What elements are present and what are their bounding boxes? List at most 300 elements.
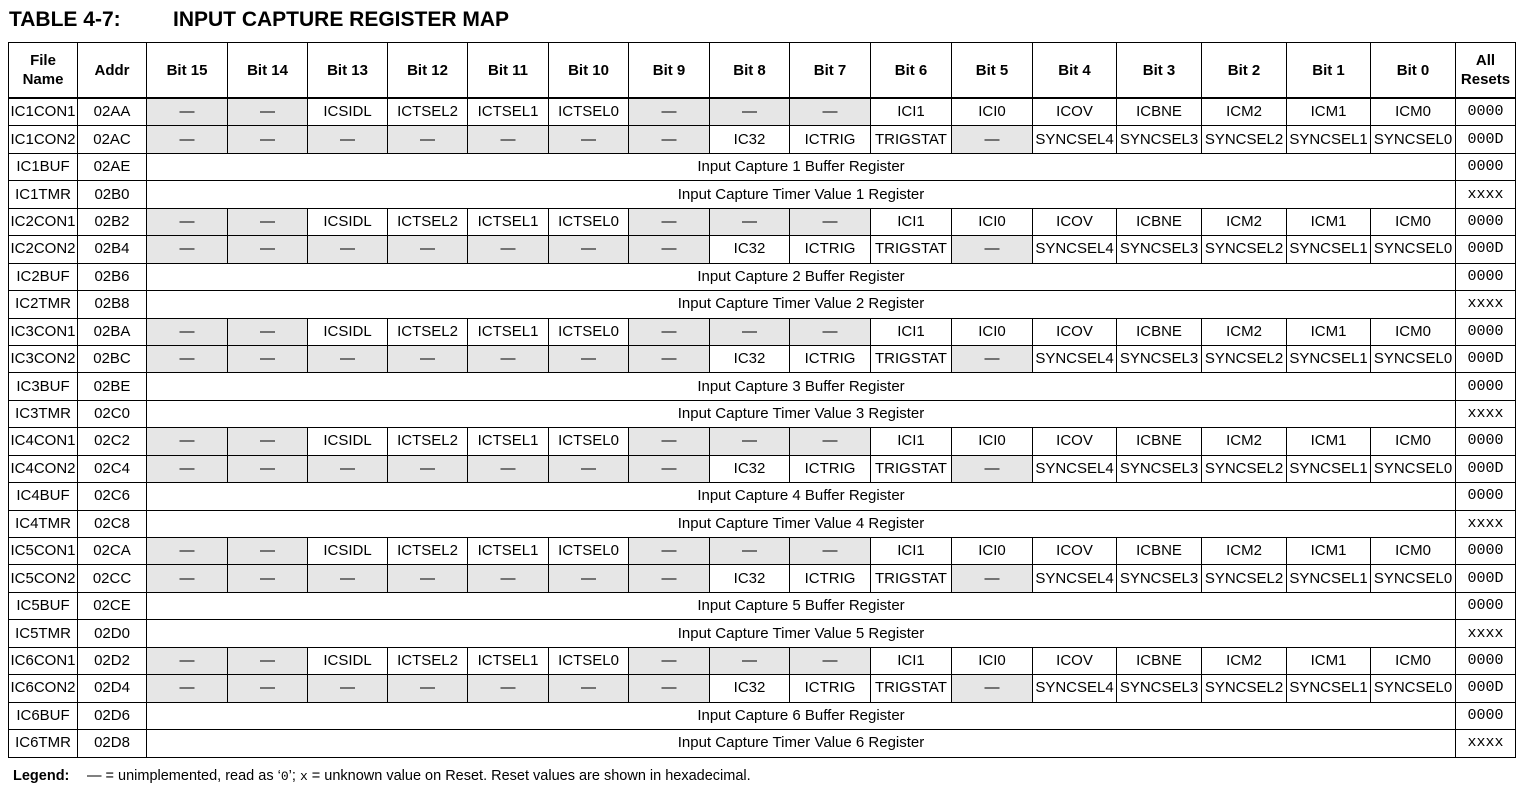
bit-cell: SYNCSEL0 [1371,345,1456,372]
table-row [9,428,1516,455]
bit-cell: SYNCSEL2 [1202,236,1287,263]
bit-cell: — [468,126,549,153]
header-cell: Bit 5 [952,43,1033,99]
bit-cell: — [308,126,388,153]
bit-cell: ICM1 [1287,98,1371,126]
table-row [9,702,1516,729]
bit-cell: IC32 [710,345,790,372]
table-row [9,263,1516,290]
bit-cell: ICTSEL0 [549,318,629,345]
table-number: TABLE 4-7: [9,8,121,31]
bit-cell: SYNCSEL0 [1371,126,1456,153]
bit-cell: — [629,538,710,565]
bit-cell: — [549,126,629,153]
bit-cell: ICI1 [871,647,952,674]
resets-cell: xxxx [1456,510,1516,537]
bit-cell: — [549,675,629,702]
addr-cell: 02C4 [78,455,147,482]
file-name-cell: IC6CON1 [9,647,78,674]
bit-cell: — [629,647,710,674]
resets-cell: 000D [1456,345,1516,372]
bit-cell: — [228,318,308,345]
bit-cell: — [308,455,388,482]
file-name-cell: IC4TMR [9,510,78,537]
file-name-cell: IC5CON2 [9,565,78,592]
bit-cell: — [952,126,1033,153]
bit-cell: IC32 [710,675,790,702]
bit-cell: TRIGSTAT [871,236,952,263]
bit-cell: — [388,126,468,153]
resets-cell: 0000 [1456,702,1516,729]
file-name-cell: IC4CON1 [9,428,78,455]
bit-cell: ICBNE [1117,318,1202,345]
table-row [9,592,1516,619]
register-map-table [8,42,1516,758]
resets-cell: 0000 [1456,153,1516,180]
file-name-cell: IC3TMR [9,400,78,427]
bit-cell: ICM0 [1371,538,1456,565]
table-row [9,345,1516,372]
legend-text-1: — = unimplemented, read as ‘ [87,768,281,784]
addr-cell: 02AE [78,153,147,180]
bit-cell: ICSIDL [308,208,388,235]
table-header [9,43,1516,99]
bit-cell: — [629,98,710,126]
header-cell: Bit 12 [388,43,468,99]
bit-cell: ICI0 [952,538,1033,565]
table-row [9,236,1516,263]
table-row [9,565,1516,592]
addr-cell: 02BC [78,345,147,372]
bit-cell: SYNCSEL2 [1202,675,1287,702]
resets-cell: 0000 [1456,538,1516,565]
bit-cell: SYNCSEL0 [1371,236,1456,263]
header-cell: Bit 3 [1117,43,1202,99]
bit-cell: ICTSEL1 [468,98,549,126]
resets-cell: 0000 [1456,428,1516,455]
bit-cell: ICI0 [952,647,1033,674]
bit-cell: SYNCSEL1 [1287,455,1371,482]
file-name-cell: IC6CON2 [9,675,78,702]
bit-cell: — [790,318,871,345]
bit-cell: — [629,428,710,455]
bit-cell: TRIGSTAT [871,126,952,153]
header-cell: Bit 9 [629,43,710,99]
table-row [9,291,1516,318]
bit-cell: — [147,236,228,263]
file-name-cell: IC5TMR [9,620,78,647]
table-title-text: INPUT CAPTURE REGISTER MAP [173,8,510,31]
bit-cell: ICM2 [1202,538,1287,565]
bit-cell: ICM0 [1371,318,1456,345]
bit-cell: — [468,236,549,263]
bit-cell: SYNCSEL1 [1287,565,1371,592]
header-cell: Bit 0 [1371,43,1456,99]
bit-cell: — [388,345,468,372]
bit-cell: ICM2 [1202,208,1287,235]
addr-cell: 02CC [78,565,147,592]
file-name-cell: IC2CON1 [9,208,78,235]
bit-cell: ICI0 [952,428,1033,455]
legend-zero: 0 [280,769,289,784]
bit-cell: SYNCSEL1 [1287,675,1371,702]
bit-cell: SYNCSEL3 [1117,675,1202,702]
bit-cell: — [790,538,871,565]
bit-cell: IC32 [710,236,790,263]
bit-cell: ICTSEL2 [388,647,468,674]
register-span-cell: Input Capture Timer Value 5 Register [147,620,1456,647]
bit-cell: ICTSEL1 [468,647,549,674]
addr-cell: 02BE [78,373,147,400]
header-cell: Bit 4 [1033,43,1117,99]
register-span-cell: Input Capture 4 Buffer Register [147,483,1456,510]
register-span-cell: Input Capture 1 Buffer Register [147,153,1456,180]
table-row [9,153,1516,180]
resets-cell: xxxx [1456,620,1516,647]
register-span-cell: Input Capture 5 Buffer Register [147,592,1456,619]
bit-cell: — [228,538,308,565]
bit-cell: — [388,236,468,263]
header-cell: File Name [9,43,78,99]
addr-cell: 02C8 [78,510,147,537]
bit-cell: ICM0 [1371,647,1456,674]
header-cell: Bit 7 [790,43,871,99]
bit-cell: ICTRIG [790,126,871,153]
bit-cell: — [228,647,308,674]
table-row [9,620,1516,647]
header-row [9,43,1516,99]
bit-cell: — [147,208,228,235]
bit-cell: — [629,455,710,482]
register-span-cell: Input Capture Timer Value 2 Register [147,291,1456,318]
table-body [9,98,1516,757]
bit-cell: — [147,345,228,372]
bit-cell: — [228,208,308,235]
bit-cell: — [790,428,871,455]
bit-cell: — [710,428,790,455]
header-cell: Bit 8 [710,43,790,99]
bit-cell: ICTSEL1 [468,428,549,455]
addr-cell: 02BA [78,318,147,345]
table-row [9,373,1516,400]
resets-cell: 000D [1456,455,1516,482]
bit-cell: — [629,208,710,235]
register-span-cell: Input Capture 2 Buffer Register [147,263,1456,290]
bit-cell: — [228,98,308,126]
bit-cell: ICI1 [871,98,952,126]
bit-cell: — [952,675,1033,702]
resets-cell: xxxx [1456,730,1516,757]
bit-cell: — [228,428,308,455]
header-cell: Bit 6 [871,43,952,99]
bit-cell: SYNCSEL1 [1287,345,1371,372]
bit-cell: — [629,318,710,345]
bit-cell: — [549,345,629,372]
bit-cell: — [952,236,1033,263]
resets-cell: 0000 [1456,373,1516,400]
bit-cell: — [710,647,790,674]
bit-cell: — [308,565,388,592]
bit-cell: ICTSEL2 [388,208,468,235]
bit-cell: IC32 [710,565,790,592]
resets-cell: 0000 [1456,98,1516,126]
bit-cell: — [147,675,228,702]
table-row [9,400,1516,427]
resets-cell: 0000 [1456,592,1516,619]
file-name-cell: IC1CON2 [9,126,78,153]
resets-cell: xxxx [1456,181,1516,208]
bit-cell: ICI1 [871,318,952,345]
bit-cell: ICTSEL2 [388,538,468,565]
bit-cell: ICM0 [1371,428,1456,455]
bit-cell: ICI1 [871,208,952,235]
bit-cell: SYNCSEL4 [1033,126,1117,153]
addr-cell: 02CE [78,592,147,619]
bit-cell: SYNCSEL3 [1117,126,1202,153]
bit-cell: ICTSEL0 [549,647,629,674]
bit-cell: — [388,675,468,702]
header-cell: Addr [78,43,147,99]
bit-cell: SYNCSEL3 [1117,455,1202,482]
register-span-cell: Input Capture Timer Value 6 Register [147,730,1456,757]
bit-cell: — [952,565,1033,592]
addr-cell: 02B4 [78,236,147,263]
addr-cell: 02C0 [78,400,147,427]
resets-cell: xxxx [1456,291,1516,318]
addr-cell: 02AC [78,126,147,153]
addr-cell: 02C6 [78,483,147,510]
bit-cell: SYNCSEL4 [1033,565,1117,592]
bit-cell: ICTSEL0 [549,208,629,235]
addr-cell: 02D4 [78,675,147,702]
bit-cell: SYNCSEL4 [1033,675,1117,702]
bit-cell: — [468,565,549,592]
addr-cell: 02D6 [78,702,147,729]
bit-cell: — [629,675,710,702]
bit-cell: ICSIDL [308,538,388,565]
bit-cell: TRIGSTAT [871,675,952,702]
bit-cell: SYNCSEL1 [1287,126,1371,153]
bit-cell: — [147,647,228,674]
bit-cell: SYNCSEL3 [1117,565,1202,592]
bit-cell: ICBNE [1117,428,1202,455]
table-row [9,510,1516,537]
bit-cell: — [710,208,790,235]
bit-cell: SYNCSEL3 [1117,345,1202,372]
bit-cell: — [468,345,549,372]
bit-cell: SYNCSEL2 [1202,126,1287,153]
bit-cell: ICM1 [1287,208,1371,235]
table-row [9,318,1516,345]
header-cell: Bit 1 [1287,43,1371,99]
bit-cell: ICI1 [871,428,952,455]
bit-cell: — [147,318,228,345]
bit-cell: ICI1 [871,538,952,565]
bit-cell: TRIGSTAT [871,345,952,372]
file-name-cell: IC6TMR [9,730,78,757]
header-cell: Bit 11 [468,43,549,99]
bit-cell: — [147,538,228,565]
bit-cell: SYNCSEL0 [1371,455,1456,482]
bit-cell: IC32 [710,126,790,153]
file-name-cell: IC2TMR [9,291,78,318]
bit-cell: ICM2 [1202,647,1287,674]
bit-cell: — [228,455,308,482]
bit-cell: ICTRIG [790,345,871,372]
bit-cell: ICTSEL0 [549,98,629,126]
bit-cell: ICOV [1033,318,1117,345]
bit-cell: — [790,647,871,674]
bit-cell: SYNCSEL4 [1033,236,1117,263]
register-span-cell: Input Capture 3 Buffer Register [147,373,1456,400]
bit-cell: ICTSEL1 [468,208,549,235]
bit-cell: ICOV [1033,428,1117,455]
bit-cell: ICSIDL [308,647,388,674]
bit-cell: — [629,565,710,592]
bit-cell: TRIGSTAT [871,455,952,482]
table-row [9,483,1516,510]
bit-cell: ICTRIG [790,236,871,263]
addr-cell: 02B0 [78,181,147,208]
resets-cell: 000D [1456,565,1516,592]
bit-cell: ICOV [1033,208,1117,235]
table-title [9,8,509,32]
bit-cell: ICI0 [952,98,1033,126]
bit-cell: ICM1 [1287,647,1371,674]
bit-cell: ICBNE [1117,98,1202,126]
bit-cell: ICTSEL1 [468,318,549,345]
bit-cell: — [549,236,629,263]
file-name-cell: IC5CON1 [9,538,78,565]
resets-cell: 000D [1456,236,1516,263]
table-row [9,208,1516,235]
table-row [9,455,1516,482]
bit-cell: — [952,345,1033,372]
bit-cell: — [228,675,308,702]
file-name-cell: IC2CON2 [9,236,78,263]
bit-cell: ICTSEL0 [549,538,629,565]
resets-cell: 000D [1456,675,1516,702]
bit-cell: SYNCSEL2 [1202,455,1287,482]
resets-cell: 0000 [1456,483,1516,510]
addr-cell: 02B8 [78,291,147,318]
legend-text-2: ’; [288,768,300,784]
bit-cell: — [710,318,790,345]
table-row [9,538,1516,565]
bit-cell: — [790,98,871,126]
bit-cell: ICSIDL [308,428,388,455]
bit-cell: SYNCSEL2 [1202,345,1287,372]
addr-cell: 02D0 [78,620,147,647]
legend-x: x [299,769,308,784]
table-row [9,181,1516,208]
resets-cell: 0000 [1456,263,1516,290]
bit-cell: ICBNE [1117,538,1202,565]
bit-cell: ICM2 [1202,98,1287,126]
table-row [9,675,1516,702]
bit-cell: — [388,455,468,482]
bit-cell: ICTRIG [790,455,871,482]
bit-cell: ICOV [1033,647,1117,674]
bit-cell: — [790,208,871,235]
bit-cell: — [228,236,308,263]
bit-cell: — [147,565,228,592]
bit-cell: — [308,345,388,372]
addr-cell: 02B6 [78,263,147,290]
bit-cell: — [228,126,308,153]
header-cell: Bit 13 [308,43,388,99]
addr-cell: 02B2 [78,208,147,235]
bit-cell: — [710,98,790,126]
resets-cell: 0000 [1456,647,1516,674]
file-name-cell: IC1BUF [9,153,78,180]
bit-cell: — [952,455,1033,482]
file-name-cell: IC2BUF [9,263,78,290]
bit-cell: — [468,455,549,482]
resets-cell: 0000 [1456,318,1516,345]
bit-cell: ICOV [1033,538,1117,565]
bit-cell: ICTRIG [790,675,871,702]
table-row [9,730,1516,757]
file-name-cell: IC6BUF [9,702,78,729]
bit-cell: SYNCSEL0 [1371,565,1456,592]
bit-cell: ICBNE [1117,208,1202,235]
bit-cell: — [228,565,308,592]
file-name-cell: IC4BUF [9,483,78,510]
register-span-cell: Input Capture Timer Value 4 Register [147,510,1456,537]
addr-cell: 02CA [78,538,147,565]
file-name-cell: IC4CON2 [9,455,78,482]
file-name-cell: IC3CON1 [9,318,78,345]
bit-cell: ICM1 [1287,428,1371,455]
bit-cell: — [147,428,228,455]
addr-cell: 02AA [78,98,147,126]
header-cell: All Resets [1456,43,1516,99]
legend-label: Legend: [13,768,70,784]
bit-cell: — [147,98,228,126]
register-span-cell: Input Capture Timer Value 3 Register [147,400,1456,427]
bit-cell: SYNCSEL1 [1287,236,1371,263]
bit-cell: ICTSEL2 [388,318,468,345]
register-span-cell: Input Capture Timer Value 1 Register [147,181,1456,208]
bit-cell: — [388,565,468,592]
bit-cell: ICOV [1033,98,1117,126]
header-cell: Bit 15 [147,43,228,99]
bit-cell: ICTSEL1 [468,538,549,565]
bit-cell: — [147,455,228,482]
bit-cell: ICTRIG [790,565,871,592]
bit-cell: — [710,538,790,565]
legend-text-3: = unknown value on Reset. Reset values are shown in hexadecimal. [307,768,751,784]
bit-cell: SYNCSEL3 [1117,236,1202,263]
bit-cell: ICSIDL [308,318,388,345]
bit-cell: ICBNE [1117,647,1202,674]
resets-cell: xxxx [1456,400,1516,427]
file-name-cell: IC1TMR [9,181,78,208]
bit-cell: ICTSEL2 [388,428,468,455]
file-name-cell: IC5BUF [9,592,78,619]
legend [13,768,751,784]
bit-cell: — [147,126,228,153]
header-cell: Bit 14 [228,43,308,99]
bit-cell: — [629,236,710,263]
table-row [9,126,1516,153]
resets-cell: 0000 [1456,208,1516,235]
addr-cell: 02D8 [78,730,147,757]
bit-cell: — [549,565,629,592]
bit-cell: — [629,345,710,372]
bit-cell: — [308,236,388,263]
